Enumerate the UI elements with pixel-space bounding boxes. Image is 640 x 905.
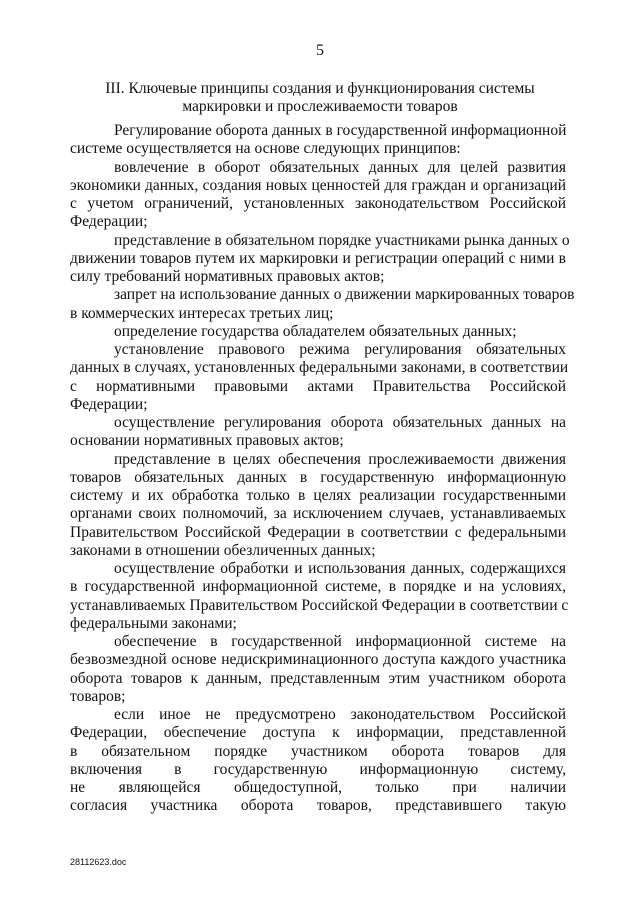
section-heading-line: маркировки и прослеживаемости товаров <box>182 98 458 115</box>
paragraph <box>70 159 566 232</box>
paragraph <box>70 414 566 451</box>
text-line: определение государства обладателем обязательных данных; <box>114 322 517 340</box>
text-line: представление в целях обеспечения прослеживаемости движения <box>114 450 566 468</box>
text-line: не являющейся общедоступной, только при наличии <box>70 779 566 796</box>
paragraph <box>70 706 566 816</box>
paragraph <box>70 341 569 414</box>
text-line: силу требований нормативных правовых актов; <box>70 268 385 285</box>
text-line: вовлечение в оборот обязательных данных для целей развития <box>114 158 566 176</box>
section-heading-line: III. Ключевые принципы создания и функционирования системы <box>105 80 535 97</box>
text-line: в коммерческих интересах третьих лиц; <box>70 304 334 322</box>
paragraph <box>70 231 570 287</box>
text-line: осуществление обработки и использования данных, содержащихся <box>114 560 566 577</box>
text-line: представление в обязательном порядке участниками рынка данных о <box>114 231 570 249</box>
text-line: с нормативными правовыми актами Правительства Российской <box>70 377 566 395</box>
text-line: Федерации, обеспечение доступа к информации, представленной <box>70 724 566 742</box>
text-line: включения в государственную информационную систему, <box>70 760 566 778</box>
text-line: установление правового режима регулирования обязательных <box>114 341 566 358</box>
text-line: оборота товаров к данным, представленным этим участником оборота <box>70 669 566 687</box>
document-body <box>70 122 575 816</box>
text-line: экономики данных, создания новых ценностей для граждан и организаций <box>70 176 566 194</box>
text-line: законами в отношении обезличенных данных; <box>70 541 376 559</box>
text-line: данных в случаях, установленных федеральными законами, в соответствии <box>70 359 569 377</box>
text-line: основании нормативных правовых актов; <box>70 432 344 450</box>
text-line: если иное не предусмотрено законодательством Российской <box>114 706 566 723</box>
paragraph <box>70 323 566 341</box>
text-line: Правительством Российской Федерации в соответствии с федеральными <box>70 523 566 541</box>
paragraph <box>70 560 569 633</box>
text-line: обеспечение в государственной информационной системе на <box>114 633 566 650</box>
page-number: 5 <box>316 42 324 59</box>
text-line: товаров; <box>70 687 126 705</box>
text-line: устанавливаемых Правительством Российской Федерации в соответствии с <box>70 596 569 614</box>
text-line: осуществление регулирования оборота обязательных данных на <box>114 414 566 431</box>
text-line: с учетом ограничений, установленных законодательством Российской <box>70 195 566 212</box>
file-name-footer: 28112623.doc <box>70 857 127 867</box>
paragraph <box>70 451 566 561</box>
text-line: запрет на использование данных о движении маркированных товаров <box>114 286 575 304</box>
text-line: согласия участника оборота товаров, представившего такую <box>70 797 566 815</box>
text-line: Федерации; <box>70 213 148 231</box>
text-line: федеральными законами; <box>70 614 237 632</box>
text-line: систему и их обработка только в целях реализации государственными <box>70 487 566 504</box>
text-line: в обязательном порядке участником оборота товаров для <box>70 742 566 760</box>
text-line: органами своих полномочий, за исключением случаев, устанавливаемых <box>70 505 566 523</box>
section-heading <box>80 80 560 116</box>
text-line: Федерации; <box>70 395 148 413</box>
paragraph <box>70 122 566 159</box>
text-line: товаров обязательных данных в государственную информационную <box>70 468 566 486</box>
text-line: Регулирование оборота данных в государственной информационной <box>114 122 567 139</box>
paragraph <box>70 633 566 706</box>
text-line: движении товаров путем их маркировки и регистрации операций с ними в <box>70 249 566 267</box>
text-line: системе осуществляется на основе следующих принципов: <box>70 140 461 158</box>
text-line: безвозмездной основе недискриминационного доступа каждого участника <box>70 651 566 669</box>
text-line: в государственной информационной системе, в порядке и на условиях, <box>70 578 566 596</box>
paragraph <box>70 286 575 323</box>
